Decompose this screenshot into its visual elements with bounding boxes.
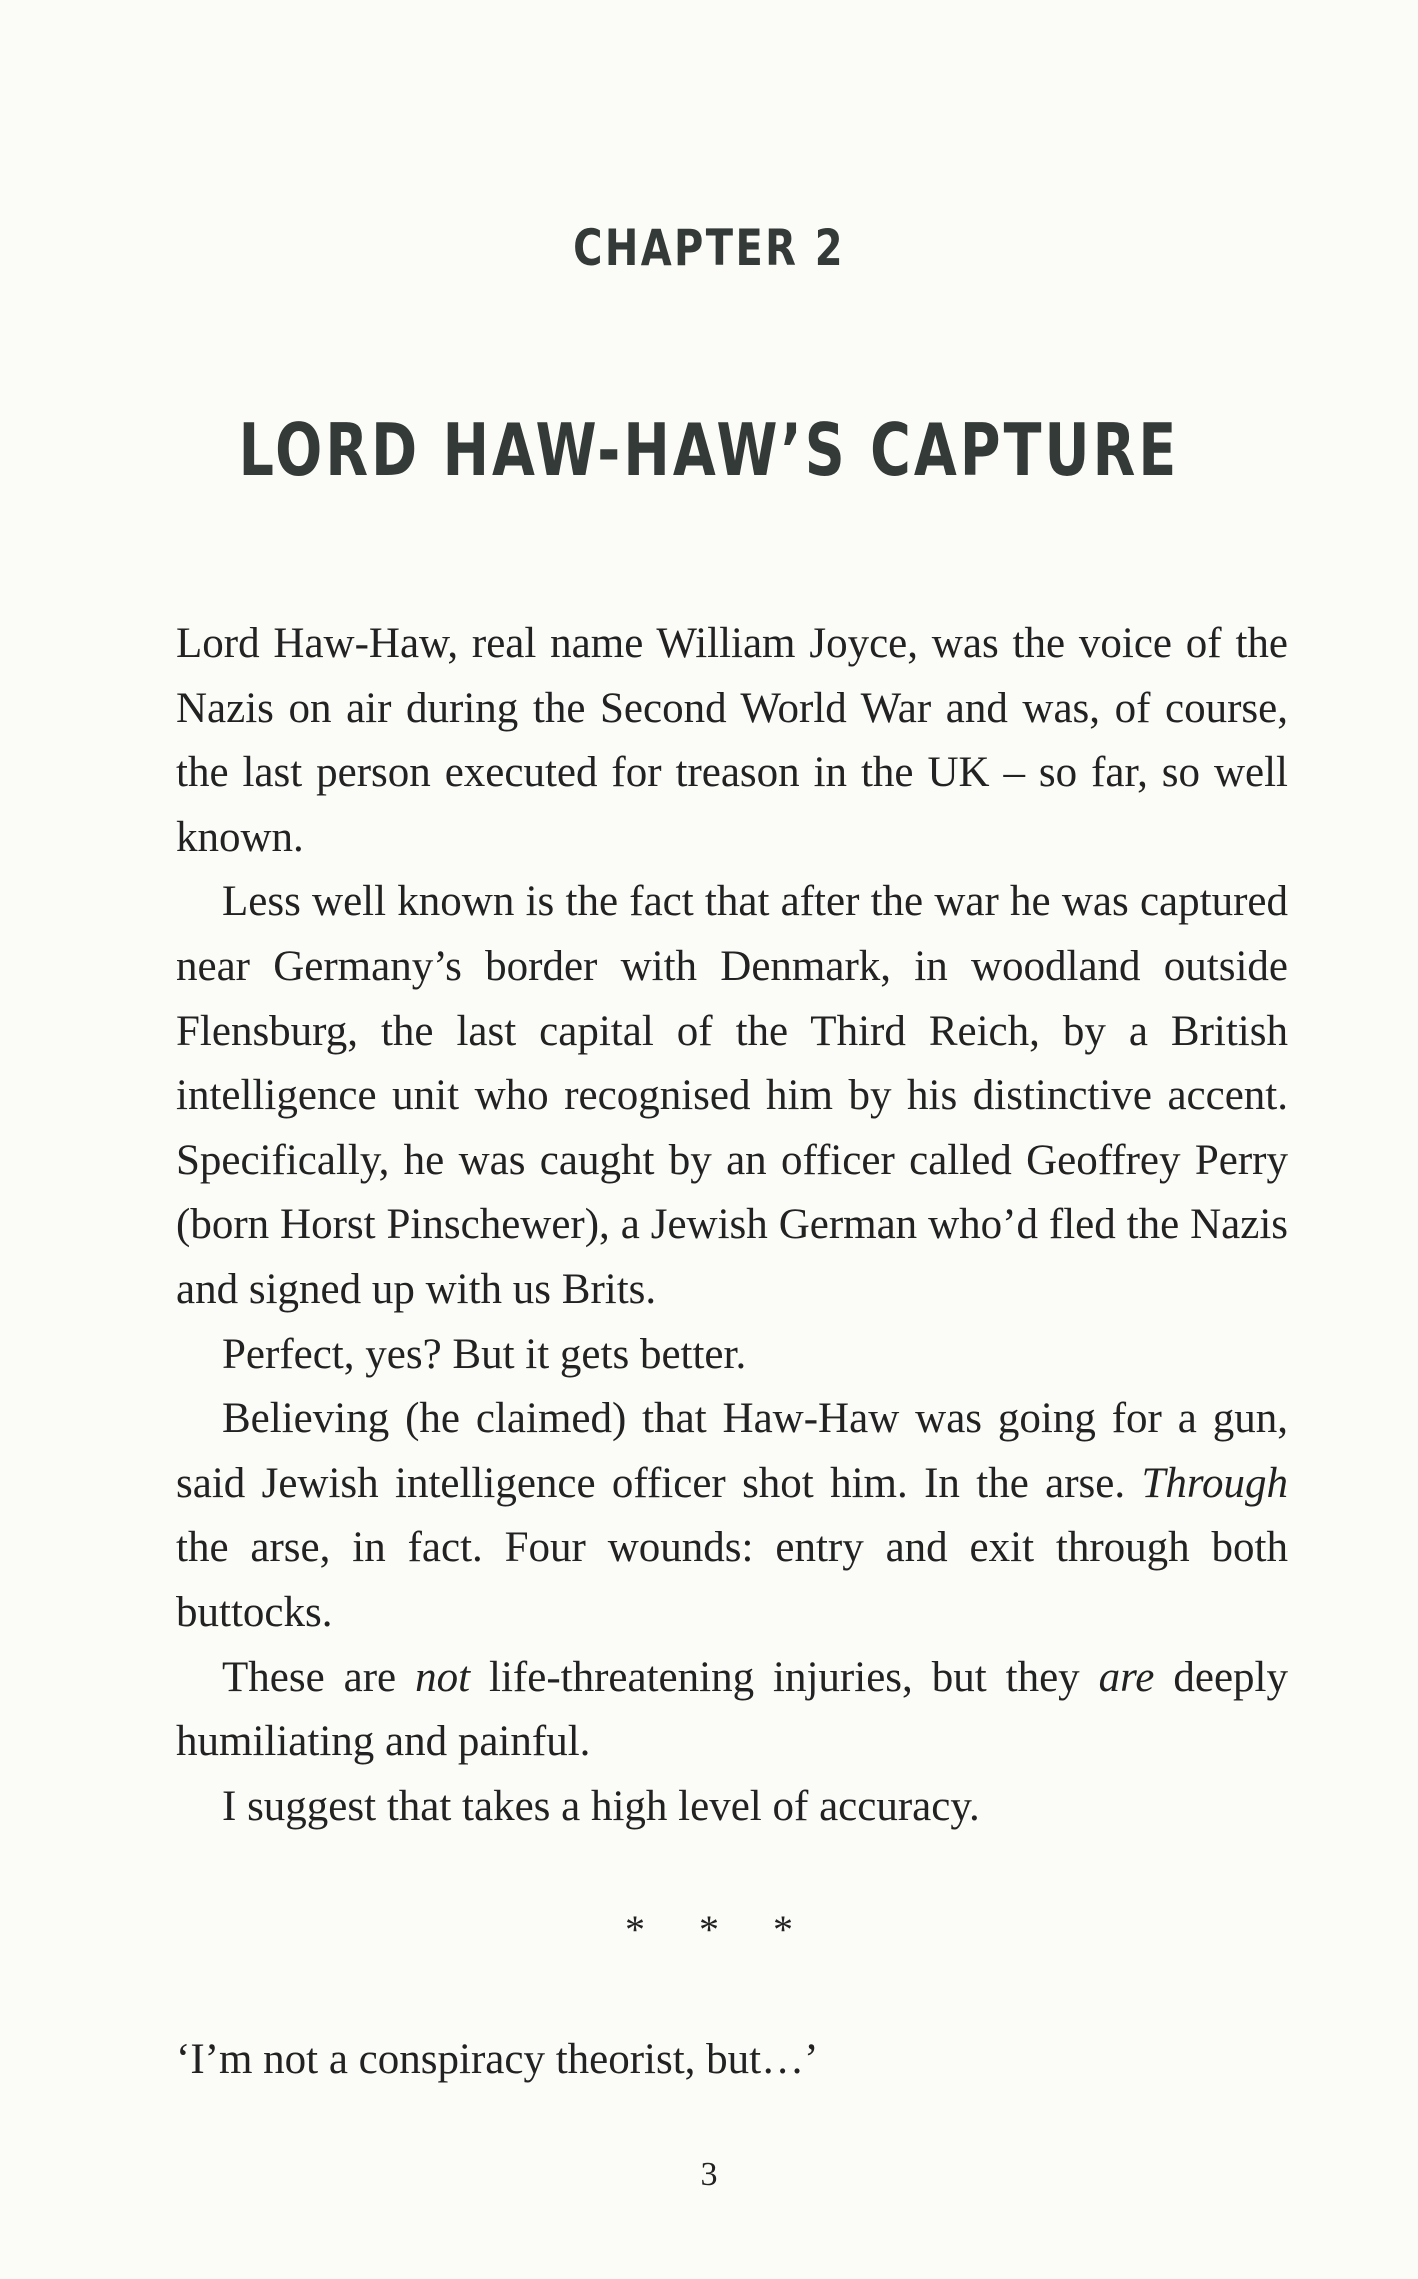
paragraph-5-emphasis-are: are bbox=[1098, 1653, 1155, 1701]
paragraph-3: Perfect, yes? But it gets better. bbox=[222, 1330, 747, 1378]
paragraph-5 bbox=[176, 1646, 1288, 1775]
paragraph-1: Lord Haw-Haw, real name William Joyce, was the voice of the Nazis on air during the Second World War and was, of course, the last person executed for treason in the UK – so far, so well known. bbox=[176, 620, 1288, 861]
paragraph-5-emphasis-not: not bbox=[415, 1653, 471, 1701]
paragraph-4-text-a: Believing (he claimed) that Haw-Haw was going for a gun, said Jewish intelligence officer shot him. In the arse. bbox=[176, 1395, 1288, 1507]
scene-break: * * * bbox=[625, 1907, 793, 1952]
paragraph-5-text-a: These are bbox=[222, 1653, 416, 1701]
page-number: 3 bbox=[700, 2156, 718, 2193]
paragraph-2: Less well known is the fact that after the war he was captured near Germany’s border with Denmark, in woodland outside Flensburg, the last capital of the Third Reich, by a British intelligence unit who recognised him by his distinctive accent. Specifically, he was caught by an officer called Geoffrey Perry (born Horst Pinschewer), a Jewish German who’d fled the Nazis and signed up with us Brits. bbox=[176, 878, 1288, 1313]
chapter-label: CHAPTER 2 bbox=[573, 219, 845, 277]
closing-line: ‘I’m not a conspiracy theorist, but…’ bbox=[176, 2036, 819, 2083]
paragraph-4-text-b: the arse, in fact. Four wounds: entry and exit through both buttocks. bbox=[176, 1524, 1288, 1636]
paragraph-5-text-b: life-threatening injuries, but they bbox=[470, 1653, 1099, 1701]
paragraph-4-emphasis: Through bbox=[1141, 1459, 1288, 1507]
body-text bbox=[176, 612, 1288, 1839]
paragraph-5-text-c: deeply humiliating and painful. bbox=[176, 1653, 1288, 1766]
paragraph-6: I suggest that takes a high level of accuracy. bbox=[222, 1782, 980, 1830]
chapter-title: LORD HAW-HAW’S CAPTURE bbox=[238, 408, 1180, 492]
paragraph-4 bbox=[176, 1387, 1288, 1645]
